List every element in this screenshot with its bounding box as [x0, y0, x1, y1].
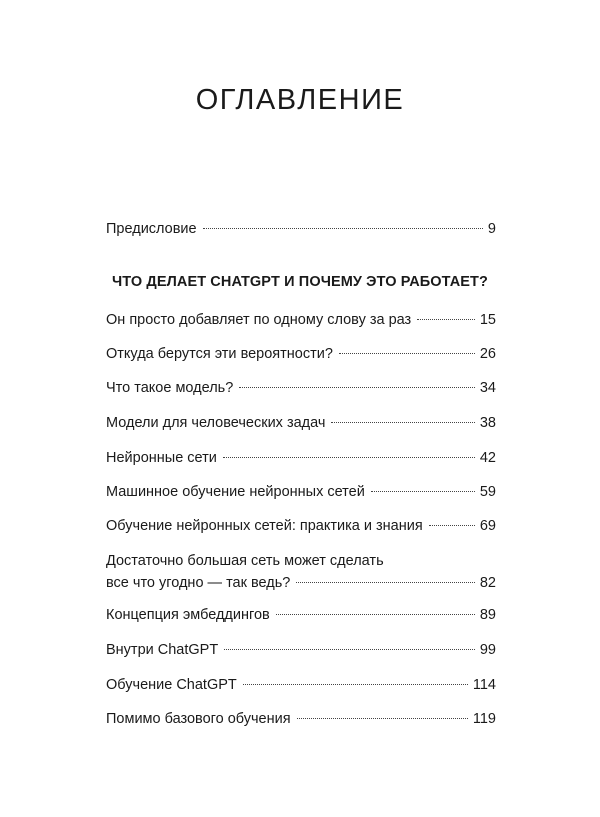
dot-leader	[296, 582, 475, 583]
toc-entry-page: 59	[479, 484, 496, 500]
dot-leader	[331, 422, 474, 423]
toc-entry-title: Обучение ChatGPT	[106, 677, 237, 693]
toc-entry-multiline[interactable]	[106, 552, 496, 593]
dot-leader	[429, 525, 475, 526]
dot-leader	[243, 684, 468, 685]
toc-entry-page: 114	[472, 677, 496, 693]
toc-entry[interactable]	[106, 483, 496, 502]
toc-entry-title: Внутри ChatGPT	[106, 642, 219, 658]
toc-entry-page: 99	[479, 642, 496, 658]
toc-entry[interactable]	[106, 641, 496, 660]
toc-entry[interactable]	[106, 710, 496, 729]
toc-entry-title: Что такое модель?	[106, 380, 234, 396]
toc-entry-title: Нейронные сети	[106, 450, 217, 466]
toc-entry-first-line	[106, 552, 496, 571]
dot-leader	[223, 457, 475, 458]
dot-leader	[339, 353, 475, 354]
toc-entry[interactable]	[106, 311, 496, 330]
toc-entry[interactable]	[106, 517, 496, 536]
toc-entry-second-line	[106, 574, 496, 593]
toc-entry-page: 9	[487, 221, 496, 237]
toc-entry-title-line1: Достаточно большая сеть может сделать	[106, 553, 384, 569]
toc-entry-preface[interactable]	[106, 220, 496, 239]
dot-leader	[297, 718, 468, 719]
toc-entry[interactable]	[106, 676, 496, 695]
page-title: ОГЛАВЛЕНИЕ	[195, 84, 405, 116]
dot-leader	[371, 491, 475, 492]
dot-leader	[203, 228, 483, 229]
toc-entry[interactable]	[106, 449, 496, 468]
toc-entry-title: Откуда берутся эти вероятности?	[106, 346, 333, 362]
toc-entry[interactable]	[106, 345, 496, 364]
toc-entry-page: 82	[479, 575, 496, 591]
toc-entry-title: Предисловие	[106, 221, 197, 237]
toc-entry[interactable]	[106, 414, 496, 433]
toc-entry-page: 34	[479, 380, 496, 396]
dot-leader	[224, 649, 475, 650]
toc-entry-title: Концепция эмбеддингов	[106, 607, 270, 623]
toc-entry-title: Модели для человеческих задач	[106, 415, 326, 431]
toc-entry-page: 69	[479, 518, 496, 534]
toc-entry[interactable]	[106, 379, 496, 398]
dot-leader	[239, 387, 475, 388]
section-heading: ЧТО ДЕЛАЕТ CHATGPT И ПОЧЕМУ ЭТО РАБОТАЕТ?	[112, 274, 488, 290]
toc-entry-title: Помимо базового обучения	[106, 711, 291, 727]
toc-entry-page: 15	[479, 312, 496, 328]
toc-entry-title: Машинное обучение нейронных сетей	[106, 484, 365, 500]
toc-entry-title-line2: все что угодно — так ведь?	[106, 575, 291, 591]
toc-entry-title: Обучение нейронных сетей: практика и знания	[106, 518, 423, 534]
toc-entry-page: 42	[479, 450, 496, 466]
toc-entry-page: 38	[479, 415, 496, 431]
toc-entry-page: 26	[479, 346, 496, 362]
toc-entry-title: Он просто добавляет по одному слову за раз	[106, 312, 412, 328]
dot-leader	[417, 319, 475, 320]
toc-entry-page: 119	[472, 711, 496, 727]
toc-entry-page: 89	[479, 607, 496, 623]
toc-entry[interactable]	[106, 606, 496, 625]
dot-leader	[276, 614, 475, 615]
